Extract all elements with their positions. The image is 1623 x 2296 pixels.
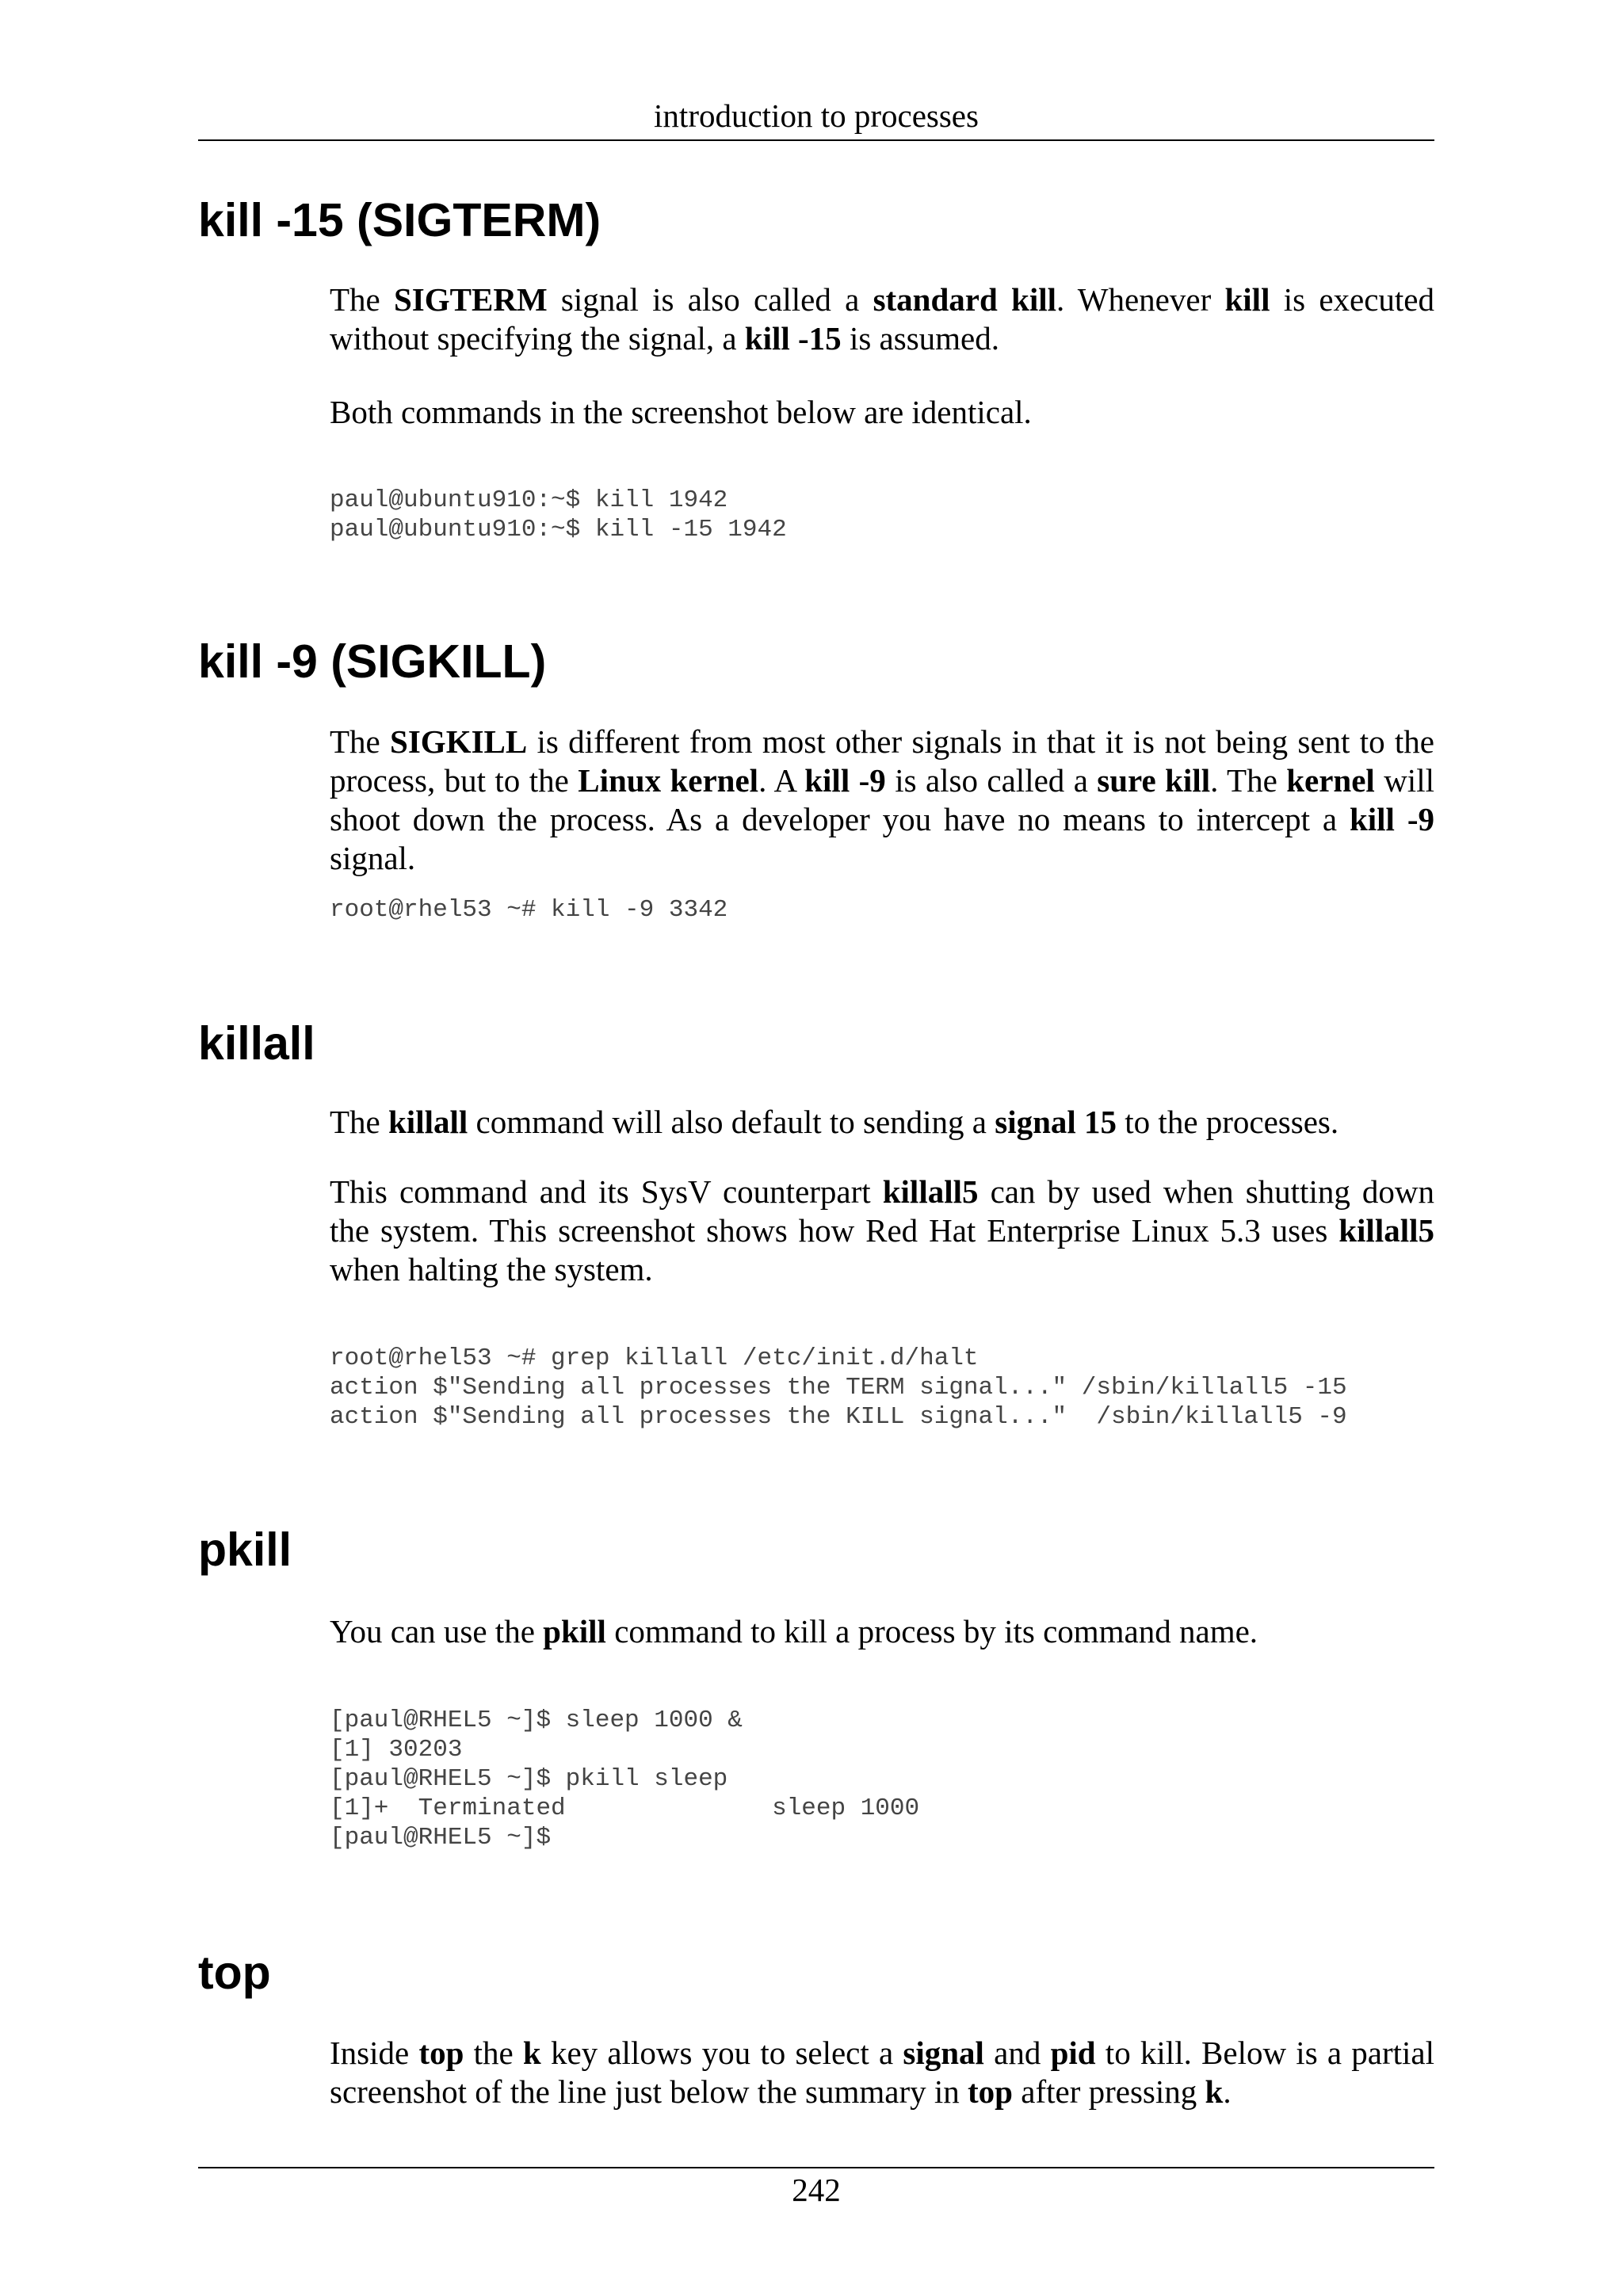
bold-term: signal bbox=[903, 2035, 984, 2071]
bold-term: Linux kernel bbox=[578, 762, 759, 799]
paragraph-sigterm-identical: Both commands in the screenshot below are identical. bbox=[330, 394, 1032, 430]
page-number: 242 bbox=[792, 2172, 841, 2208]
code-line: root@rhel53 ~# kill -9 3342 bbox=[330, 896, 728, 924]
paragraph-sigterm-description: The SIGTERM signal is also called a standard kill. Whenever kill is executed without specifying the signal, a kill -15 is assumed. bbox=[330, 281, 1434, 357]
bold-term: signal 15 bbox=[995, 1104, 1117, 1140]
bold-term: k bbox=[1205, 2073, 1224, 2110]
code-block-killall bbox=[330, 1344, 1347, 1432]
section-heading-top: top bbox=[198, 1947, 271, 1999]
bold-term: kill -9 bbox=[804, 762, 886, 799]
code-line: [paul@RHEL5 ~]$ sleep 1000 & bbox=[330, 1707, 743, 1734]
code-line: [1]+ Terminated sleep 1000 bbox=[330, 1794, 920, 1822]
paragraph-top-description: Inside top the k key allows you to select a signal and pid to kill. Below is a partial screenshot of the line just below the summary in top after pressing k. bbox=[330, 2035, 1435, 2110]
section-heading-killall: killall bbox=[198, 1017, 315, 1070]
bold-term: pid bbox=[1050, 2035, 1096, 2071]
bold-term: SIGTERM bbox=[394, 281, 548, 318]
bold-term: pkill bbox=[543, 1613, 606, 1650]
bold-term: killall bbox=[388, 1104, 468, 1140]
bold-term: kill -9 bbox=[1349, 801, 1434, 837]
bold-term: kill bbox=[1224, 281, 1270, 318]
paragraph-killall-default: The killall command will also default to sending a signal 15 to the processes. bbox=[330, 1104, 1339, 1140]
bold-term: sure kill bbox=[1097, 762, 1211, 799]
header-rule bbox=[198, 139, 1434, 141]
bold-term: standard kill bbox=[873, 281, 1057, 318]
code-block-pkill bbox=[330, 1706, 919, 1852]
section-heading-pkill: pkill bbox=[198, 1524, 292, 1576]
paragraph-killall5-description: This command and its SysV counterpart killall5 can by used when shutting down the system. This screenshot shows how Red Hat Enterprise Linux 5.3 uses killall5 when halting the system. bbox=[330, 1173, 1435, 1287]
bold-term: SIGKILL bbox=[390, 723, 528, 760]
code-line: action $"Sending all processes the KILL signal..." /sbin/killall5 -9 bbox=[330, 1403, 1347, 1431]
code-line: [paul@RHEL5 ~]$ bbox=[330, 1824, 552, 1852]
running-header: introduction to processes bbox=[654, 97, 979, 134]
code-line: [paul@RHEL5 ~]$ pkill sleep bbox=[330, 1765, 728, 1793]
code-line: root@rhel53 ~# grep killall /etc/init.d/halt bbox=[330, 1344, 979, 1372]
bold-term: kernel bbox=[1286, 762, 1375, 799]
bold-term: killall5 bbox=[882, 1173, 979, 1210]
bold-term: k bbox=[522, 2035, 541, 2071]
section-heading-sigkill: kill -9 (SIGKILL) bbox=[198, 635, 547, 688]
code-line: [1] 30203 bbox=[330, 1736, 463, 1764]
code-line: action $"Sending all processes the TERM signal..." /sbin/killall5 -15 bbox=[330, 1374, 1347, 1402]
section-heading-sigterm: kill -15 (SIGTERM) bbox=[198, 194, 601, 246]
bold-term: top bbox=[968, 2073, 1013, 2110]
code-block-sigterm bbox=[330, 486, 787, 544]
code-line: paul@ubuntu910:~$ kill -15 1942 bbox=[330, 516, 787, 543]
paragraph-sigkill-description: The SIGKILL is different from most other signals in that it is not being sent to the process, but to the Linux kernel. A kill -9 is also called a sure kill. The kernel will shoot down the process. As a developer you have no means to intercept a kill -9 signal. bbox=[330, 723, 1434, 876]
paragraph-pkill-description: You can use the pkill command to kill a process by its command name. bbox=[330, 1613, 1258, 1650]
bold-term: killall5 bbox=[1338, 1212, 1434, 1249]
bold-term: top bbox=[418, 2035, 464, 2071]
code-line: paul@ubuntu910:~$ kill 1942 bbox=[330, 486, 728, 514]
bold-term: kill -15 bbox=[744, 320, 842, 357]
code-block-sigkill bbox=[330, 895, 727, 925]
